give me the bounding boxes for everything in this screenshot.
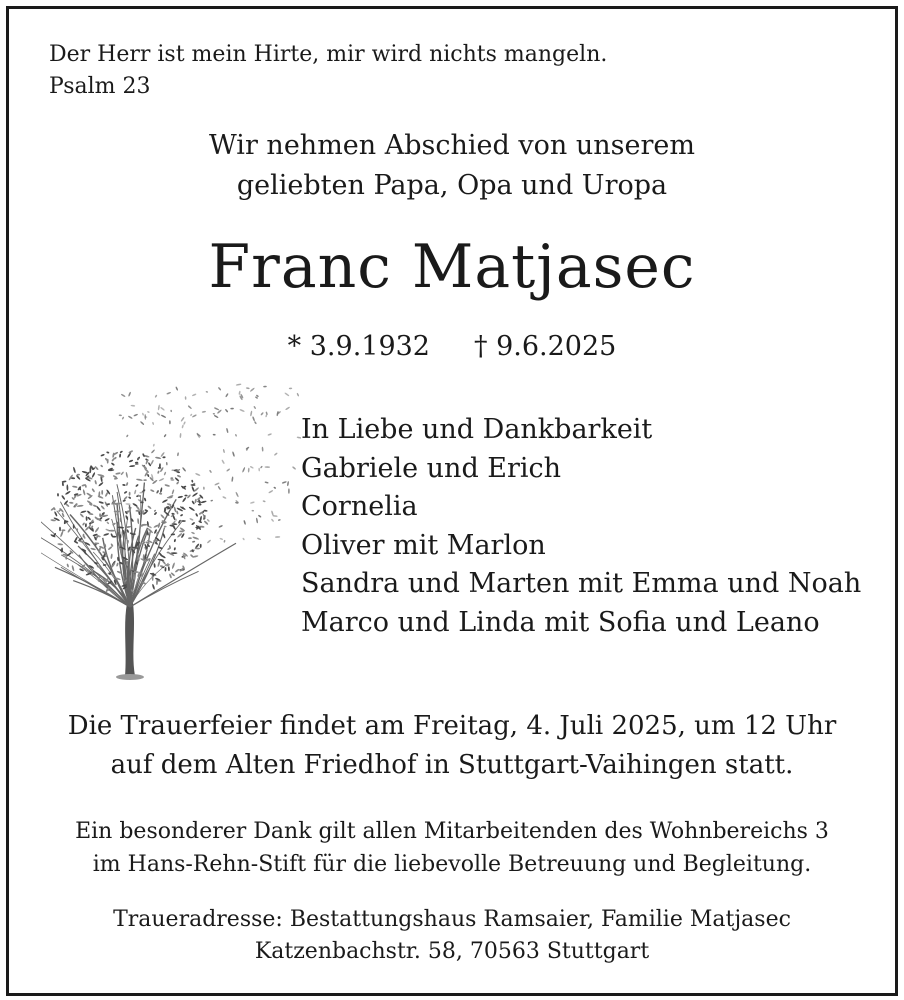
mourning-address-line-2: Katzenbachstr. 58, 70563 Stuttgart <box>254 939 650 964</box>
mourners-list <box>301 411 861 642</box>
mourning-address-line-1: Traueradresse: Bestattungshaus Ramsaier, Familie Matjasec <box>113 907 791 932</box>
mourner-line: In Liebe und Dankbarkeit <box>301 414 653 445</box>
special-thanks <box>9 815 895 881</box>
death-date: † 9.6.2025 <box>474 331 617 362</box>
mourner-line: Sandra und Marten mit Emma und Noah <box>301 568 862 599</box>
farewell-intro-line-2: geliebten Papa, Opa und Uropa <box>236 170 668 201</box>
mourner-line: Cornelia <box>301 491 418 522</box>
psalm-reference: Psalm 23 <box>49 74 151 99</box>
farewell-intro <box>9 126 895 206</box>
mourner-line: Oliver mit Marlon <box>301 529 546 561</box>
obituary-card <box>6 6 898 996</box>
birth-date: * 3.9.1932 <box>287 331 430 362</box>
funeral-service-line-1: Die Trauerfeier findet am Freitag, 4. Juli 2025, um 12 Uhr <box>67 711 837 741</box>
life-dates <box>9 327 895 367</box>
special-thanks-line-1: Ein besonderer Dank gilt allen Mitarbeitenden des Wohnbereichs 3 <box>75 819 829 844</box>
deceased-name: Franc Matjasec <box>208 232 696 302</box>
special-thanks-line-2: im Hans-Rehn-Stift für die liebevolle Betreuung und Begleitung. <box>92 852 812 877</box>
funeral-service-line-2: auf dem Alten Friedhof in Stuttgart-Vaihingen statt. <box>110 750 794 780</box>
funeral-service-info <box>9 707 895 785</box>
mourner-line: Gabriele und Erich <box>301 452 562 484</box>
farewell-intro-line-1: Wir nehmen Abschied von unserem <box>209 130 695 161</box>
psalm-quote-text: Der Herr ist mein Hirte, mir wird nichts mangeln. <box>49 42 608 67</box>
mourning-address <box>9 904 895 968</box>
tree-with-blowing-leaves-icon <box>41 371 301 687</box>
psalm-quote <box>49 39 607 103</box>
mourner-line: Marco und Linda mit Sofia und Leano <box>301 606 820 638</box>
